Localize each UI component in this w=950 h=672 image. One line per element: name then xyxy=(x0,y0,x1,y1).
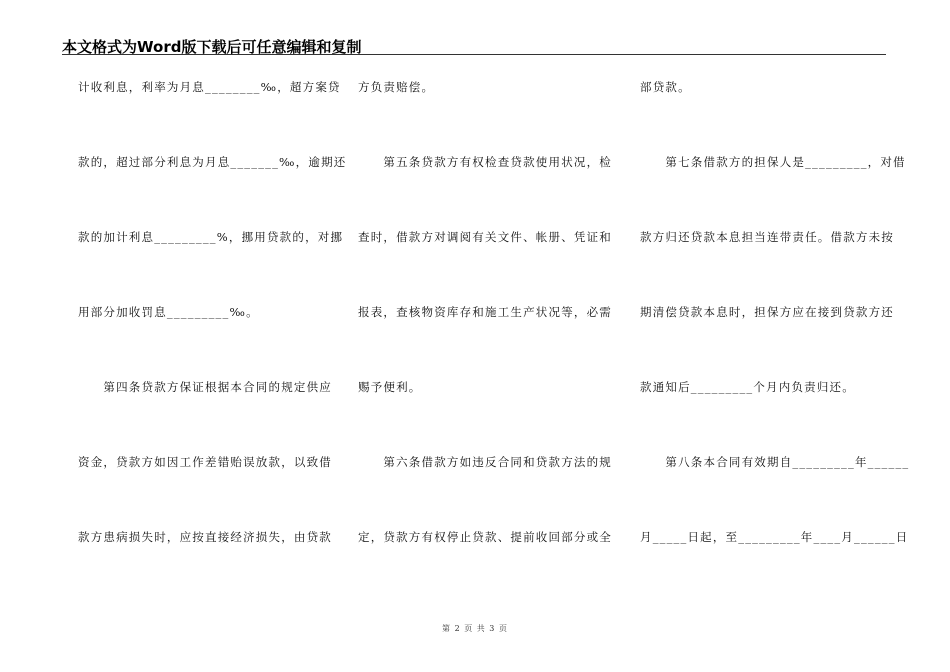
header-divider xyxy=(62,54,886,55)
text-line: 第六条借款方如违反合同和贷款方法的规 xyxy=(358,455,612,469)
text-column-3 xyxy=(640,80,910,605)
text-line: 定，贷款方有权停止贷款、提前收回部分或全 xyxy=(358,530,612,544)
text-line: 方负责赔偿。 xyxy=(358,80,435,94)
text-line: 第七条借款方的担保人是_________，对借 xyxy=(640,155,906,169)
text-line: 款的，超过部分利息为月息_______‰，逾期还 xyxy=(78,155,347,169)
text-line: 期清偿贷款本息时，担保方应在接到贷款方还 xyxy=(640,305,894,319)
text-line: 第五条贷款方有权检查贷款使用状况，检 xyxy=(358,155,612,169)
text-line: 用部分加收罚息_________‰。 xyxy=(78,305,259,319)
text-line: 款的加计利息_________%，挪用贷款的，对挪 xyxy=(78,230,344,244)
page-number: 第 2 页 共 3 页 xyxy=(442,624,508,633)
text-column-2 xyxy=(358,80,612,605)
text-line: 第八条本合同有效期自_________年______ xyxy=(640,455,910,469)
text-line: 月_____日起，至_________年____月______日 xyxy=(640,530,909,544)
text-line: 部贷款。 xyxy=(640,80,691,94)
text-line: 查时，借款方对调阅有关文件、帐册、凭证和 xyxy=(358,230,612,244)
text-line: 资金，贷款方如因工作差错贻误放款，以致借 xyxy=(78,455,332,469)
text-column-1 xyxy=(78,80,347,605)
text-line: 第四条贷款方保证根据本合同的规定供应 xyxy=(78,380,332,394)
text-line: 款方患病损失时，应按直接经济损失，由贷款 xyxy=(78,530,332,544)
document-header-title: 本文格式为Word版下载后可任意编辑和复制 xyxy=(62,38,362,56)
text-line: 报表，查核物资库存和施工生产状况等，必需 xyxy=(358,305,612,319)
text-line: 计收利息，利率为月息________‰，超方案贷 xyxy=(78,80,341,94)
text-line: 赐予便利。 xyxy=(358,380,422,394)
text-line: 款方归还贷款本息担当连带责任。借款方未按 xyxy=(640,230,894,244)
text-line: 款通知后_________个月内负责归还。 xyxy=(640,380,855,394)
